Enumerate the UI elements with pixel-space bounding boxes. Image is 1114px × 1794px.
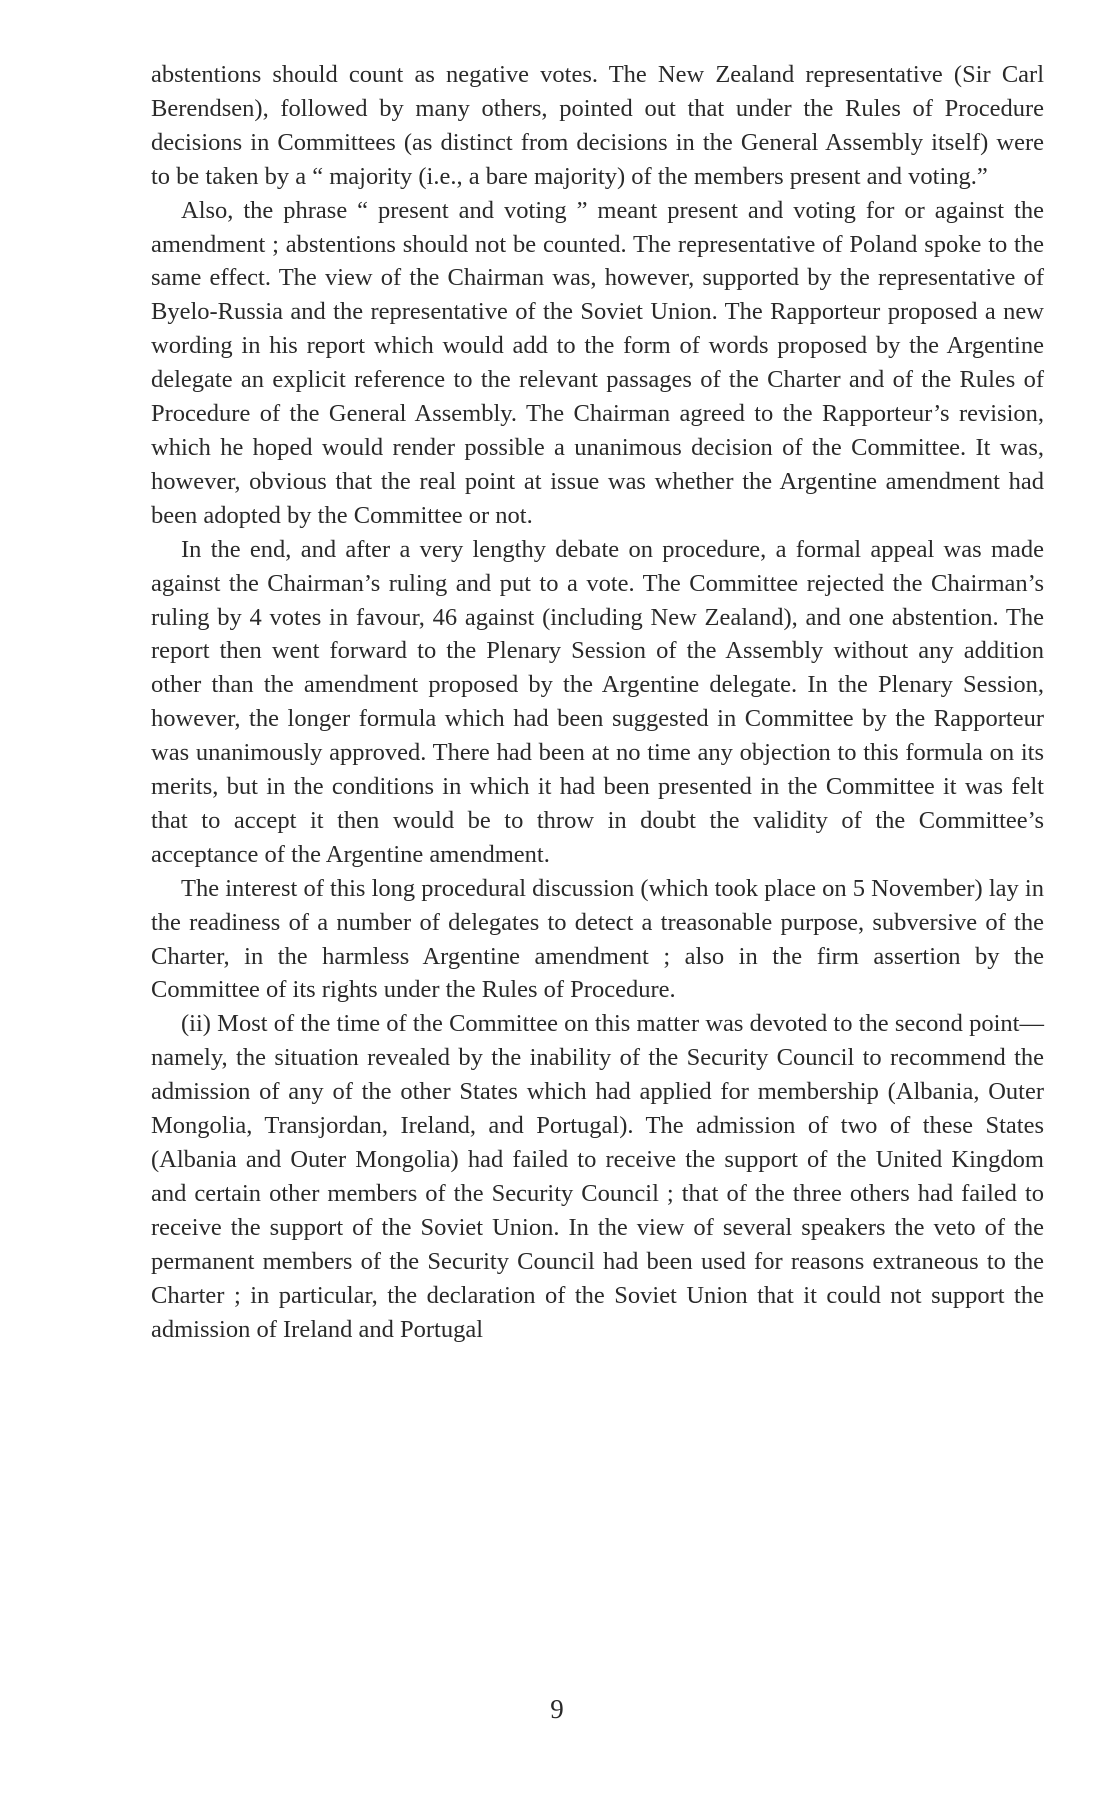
page-number: 9 xyxy=(550,1694,564,1724)
paragraph-procedural-interest: The interest of this long procedural discussion (which took place on 5 November) lay in the readiness of a number of delegates to detect a treasonable purpose, subversive of the Charter, in the harmless Argentine amendment ; also in the firm assertion by the Committee of its rights under the Rules of Procedure. xyxy=(151,874,1044,1004)
paragraph-appeal-vote: In the end, and after a very lengthy debate on procedure, a formal appeal was made against the Chairman’s ruling and put to a vote. The Committee rejected the Chairman’s ruling by 4 votes in favour, 46 against (including New Zealand), and one abstention. The report then went forward to the Plenary Session of the Assembly without any addition other than the amendment proposed by the Argentine delegate. In the Plenary Session, however, the longer formula which had been suggested in Committee by the Rapporteur was unanimously approved. There had been at no time any objection to this formula on its merits, but in the conditions in which it had been presented in the Committee it was felt that to accept it then would be to throw in doubt the validity of the Committee’s acceptance of the Argentine amendment. xyxy=(151,535,1044,868)
paragraph-present-and-voting: Also, the phrase “ present and voting ” meant present and voting for or against the amendment ; abstentions should not be counted. The representative of Poland spoke to the same effect. The view of the Chairman was, however, supported by the representative of Byelo-Russia and the representative of the Soviet Union. The Rapporteur proposed a new wording in his report which would add to the form of words proposed by the Argentine delegate an explicit reference to the relevant passages of the Charter and of the Rules of Procedure of the General Assembly. The Chairman agreed to the Rapporteur’s revision, which he hoped would render possible a unanimous decision of the Committee. It was, however, obvious that the real point at issue was whether the Argentine amendment had been adopted by the Committee or not. xyxy=(151,196,1044,529)
paragraph-security-council: (ii) Most of the time of the Committee on this matter was devoted to the second point—namely, the situation revealed by the inability of the Security Council to recommend the admission of any of the other States which had applied for membership (Albania, Outer Mongolia, Transjordan, Ireland, and Portugal). The admission of two of these States (Albania and Outer Mongolia) had failed to receive the support of the United Kingdom and certain other members of the Security Council ; that of the three others had failed to receive the support of the Soviet Union. In the view of several speakers the veto of the permanent members of the Security Council had been used for reasons extraneous to the Charter ; in particular, the declaration of the Soviet Union that it could not support the admission of Ireland and Portugal xyxy=(151,1010,1044,1343)
page-body xyxy=(151,58,1044,1346)
paragraph-continuation: abstentions should count as negative votes. The New Zealand representative (Sir Carl Berendsen), followed by many others, pointed out that under the Rules of Procedure decisions in Committees (as distinct from decisions in the General Assembly itself) were to be taken by a “ majority (i.e., a bare majority) of the members present and voting.” xyxy=(151,61,1044,190)
